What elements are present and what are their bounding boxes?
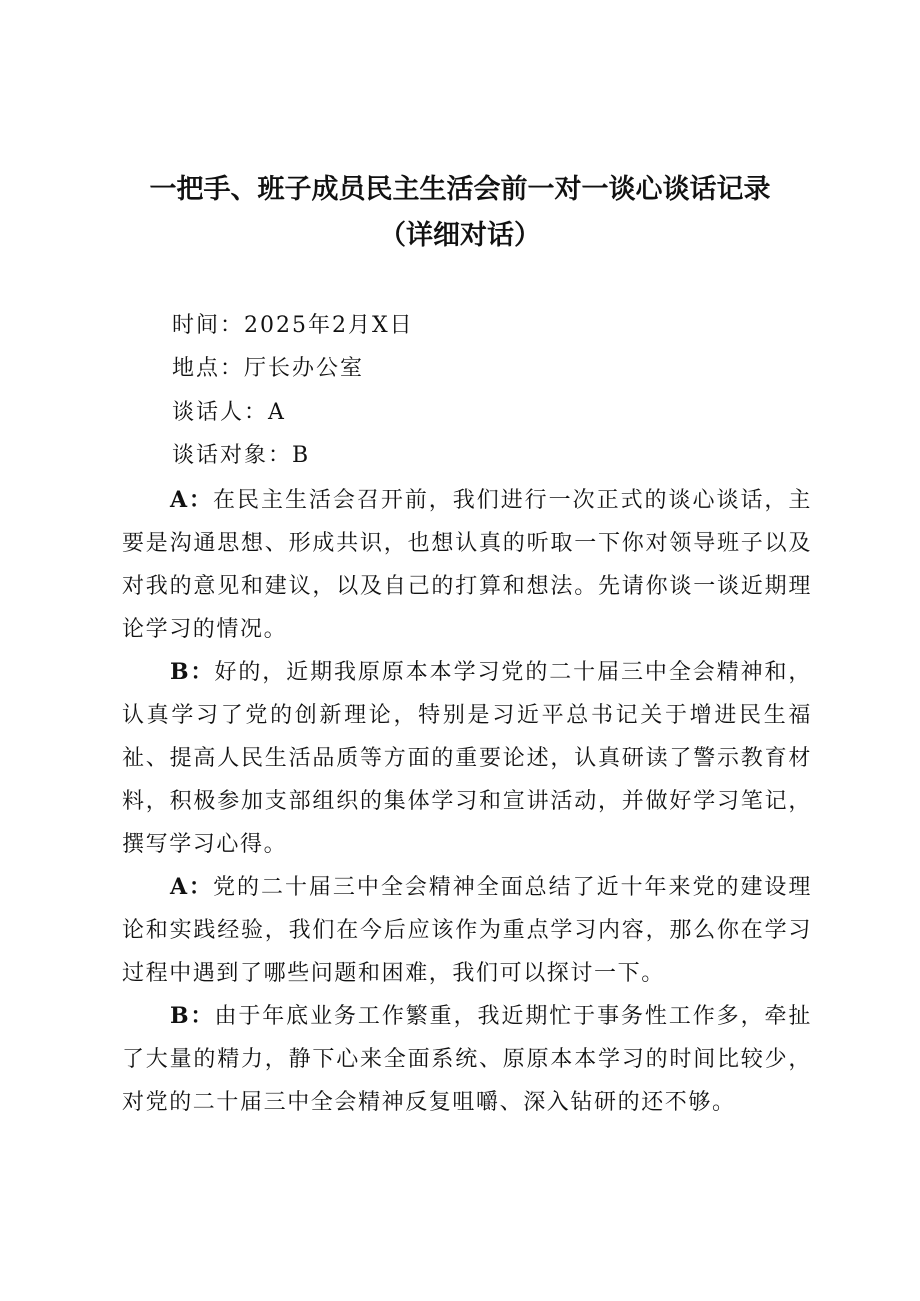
meeting-time: 时间：2025年2月X日 xyxy=(172,313,414,338)
dialogue-paragraph xyxy=(122,651,812,866)
dialogue-paragraph xyxy=(122,995,812,1124)
paragraph-text: 在民主生活会召开前，我们进行一次正式的谈心谈话，主要是沟通思想、形成共识，也想认真的听取一下你对领导班子以及对我的意见和建议，以及自己的打算和想法。先请你谈一谈近期理论学习的情况。 xyxy=(122,488,812,642)
dialogue-paragraph xyxy=(122,479,812,651)
speaker-label: A： xyxy=(170,487,214,513)
speaker-label: B： xyxy=(170,659,215,685)
meeting-target: 谈话对象：B xyxy=(172,443,311,468)
meeting-place: 地点：厅长办公室 xyxy=(172,356,365,381)
speaker-label: A： xyxy=(170,874,214,900)
document-title: 一把手、班子成员民主生活会前一对一谈心谈话记录 xyxy=(149,174,771,205)
document-subtitle: （详细对话） xyxy=(379,220,541,251)
meeting-speaker: 谈话人：A xyxy=(172,400,286,425)
paragraph-text: 好的，近期我原原本本学习党的二十届三中全会精神和，认真学习了党的创新理论，特别是习近平总书记关于增进民生福祉、提高人民生活品质等方面的重要论述，认真研读了警示教育材料，积极参加支部组织的集体学习和宣讲活动，并做好学习笔记，撰写学习心得。 xyxy=(122,660,812,857)
paragraph-text: 由于年底业务工作繁重，我近期忙于事务性工作多，牵扯了大量的精力，静下心来全面系统、原原本本学习的时间比较少，对党的二十届三中全会精神反复咀嚼、深入钻研的还不够。 xyxy=(122,1004,812,1115)
paragraph-text: 党的二十届三中全会精神全面总结了近十年来党的建设理论和实践经验，我们在今后应该作为重点学习内容，那么你在学习过程中遇到了哪些问题和困难，我们可以探讨一下。 xyxy=(122,875,812,986)
dialogue-paragraph xyxy=(122,866,812,995)
speaker-label: B： xyxy=(170,1003,215,1029)
